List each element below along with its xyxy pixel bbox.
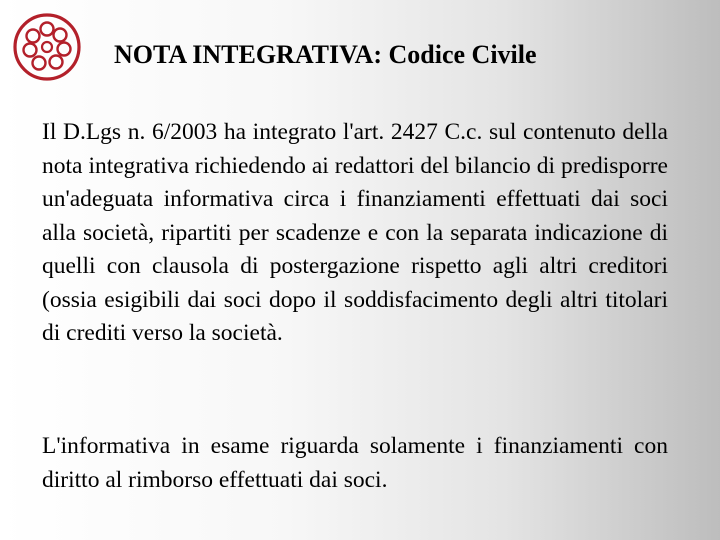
logo-svg (12, 12, 82, 82)
paragraph-note: L'informativa in esame riguarda solamente i finanziamenti con diritto al rimborso effettuati dai soci. (42, 433, 668, 493)
logo-emblem-icon (12, 12, 82, 82)
page-title: NOTA INTEGRATIVA: Codice Civile (114, 40, 537, 69)
paragraph-main: Il D.Lgs n. 6/2003 ha integrato l'art. 2427 C.c. sul contenuto della nota integrativa richiedendo ai redattori del bilancio di predisporre un'adeguata informativa circa i finanziamenti effettuati dai soci alla società, ripartiti per scadenze e con la separata indicazione di quelli con clausola di postergazione rispetto agli altri creditori (ossia esigibili dai soci dopo il soddisfacimento degli altri titolari di crediti verso la società. (42, 119, 668, 346)
